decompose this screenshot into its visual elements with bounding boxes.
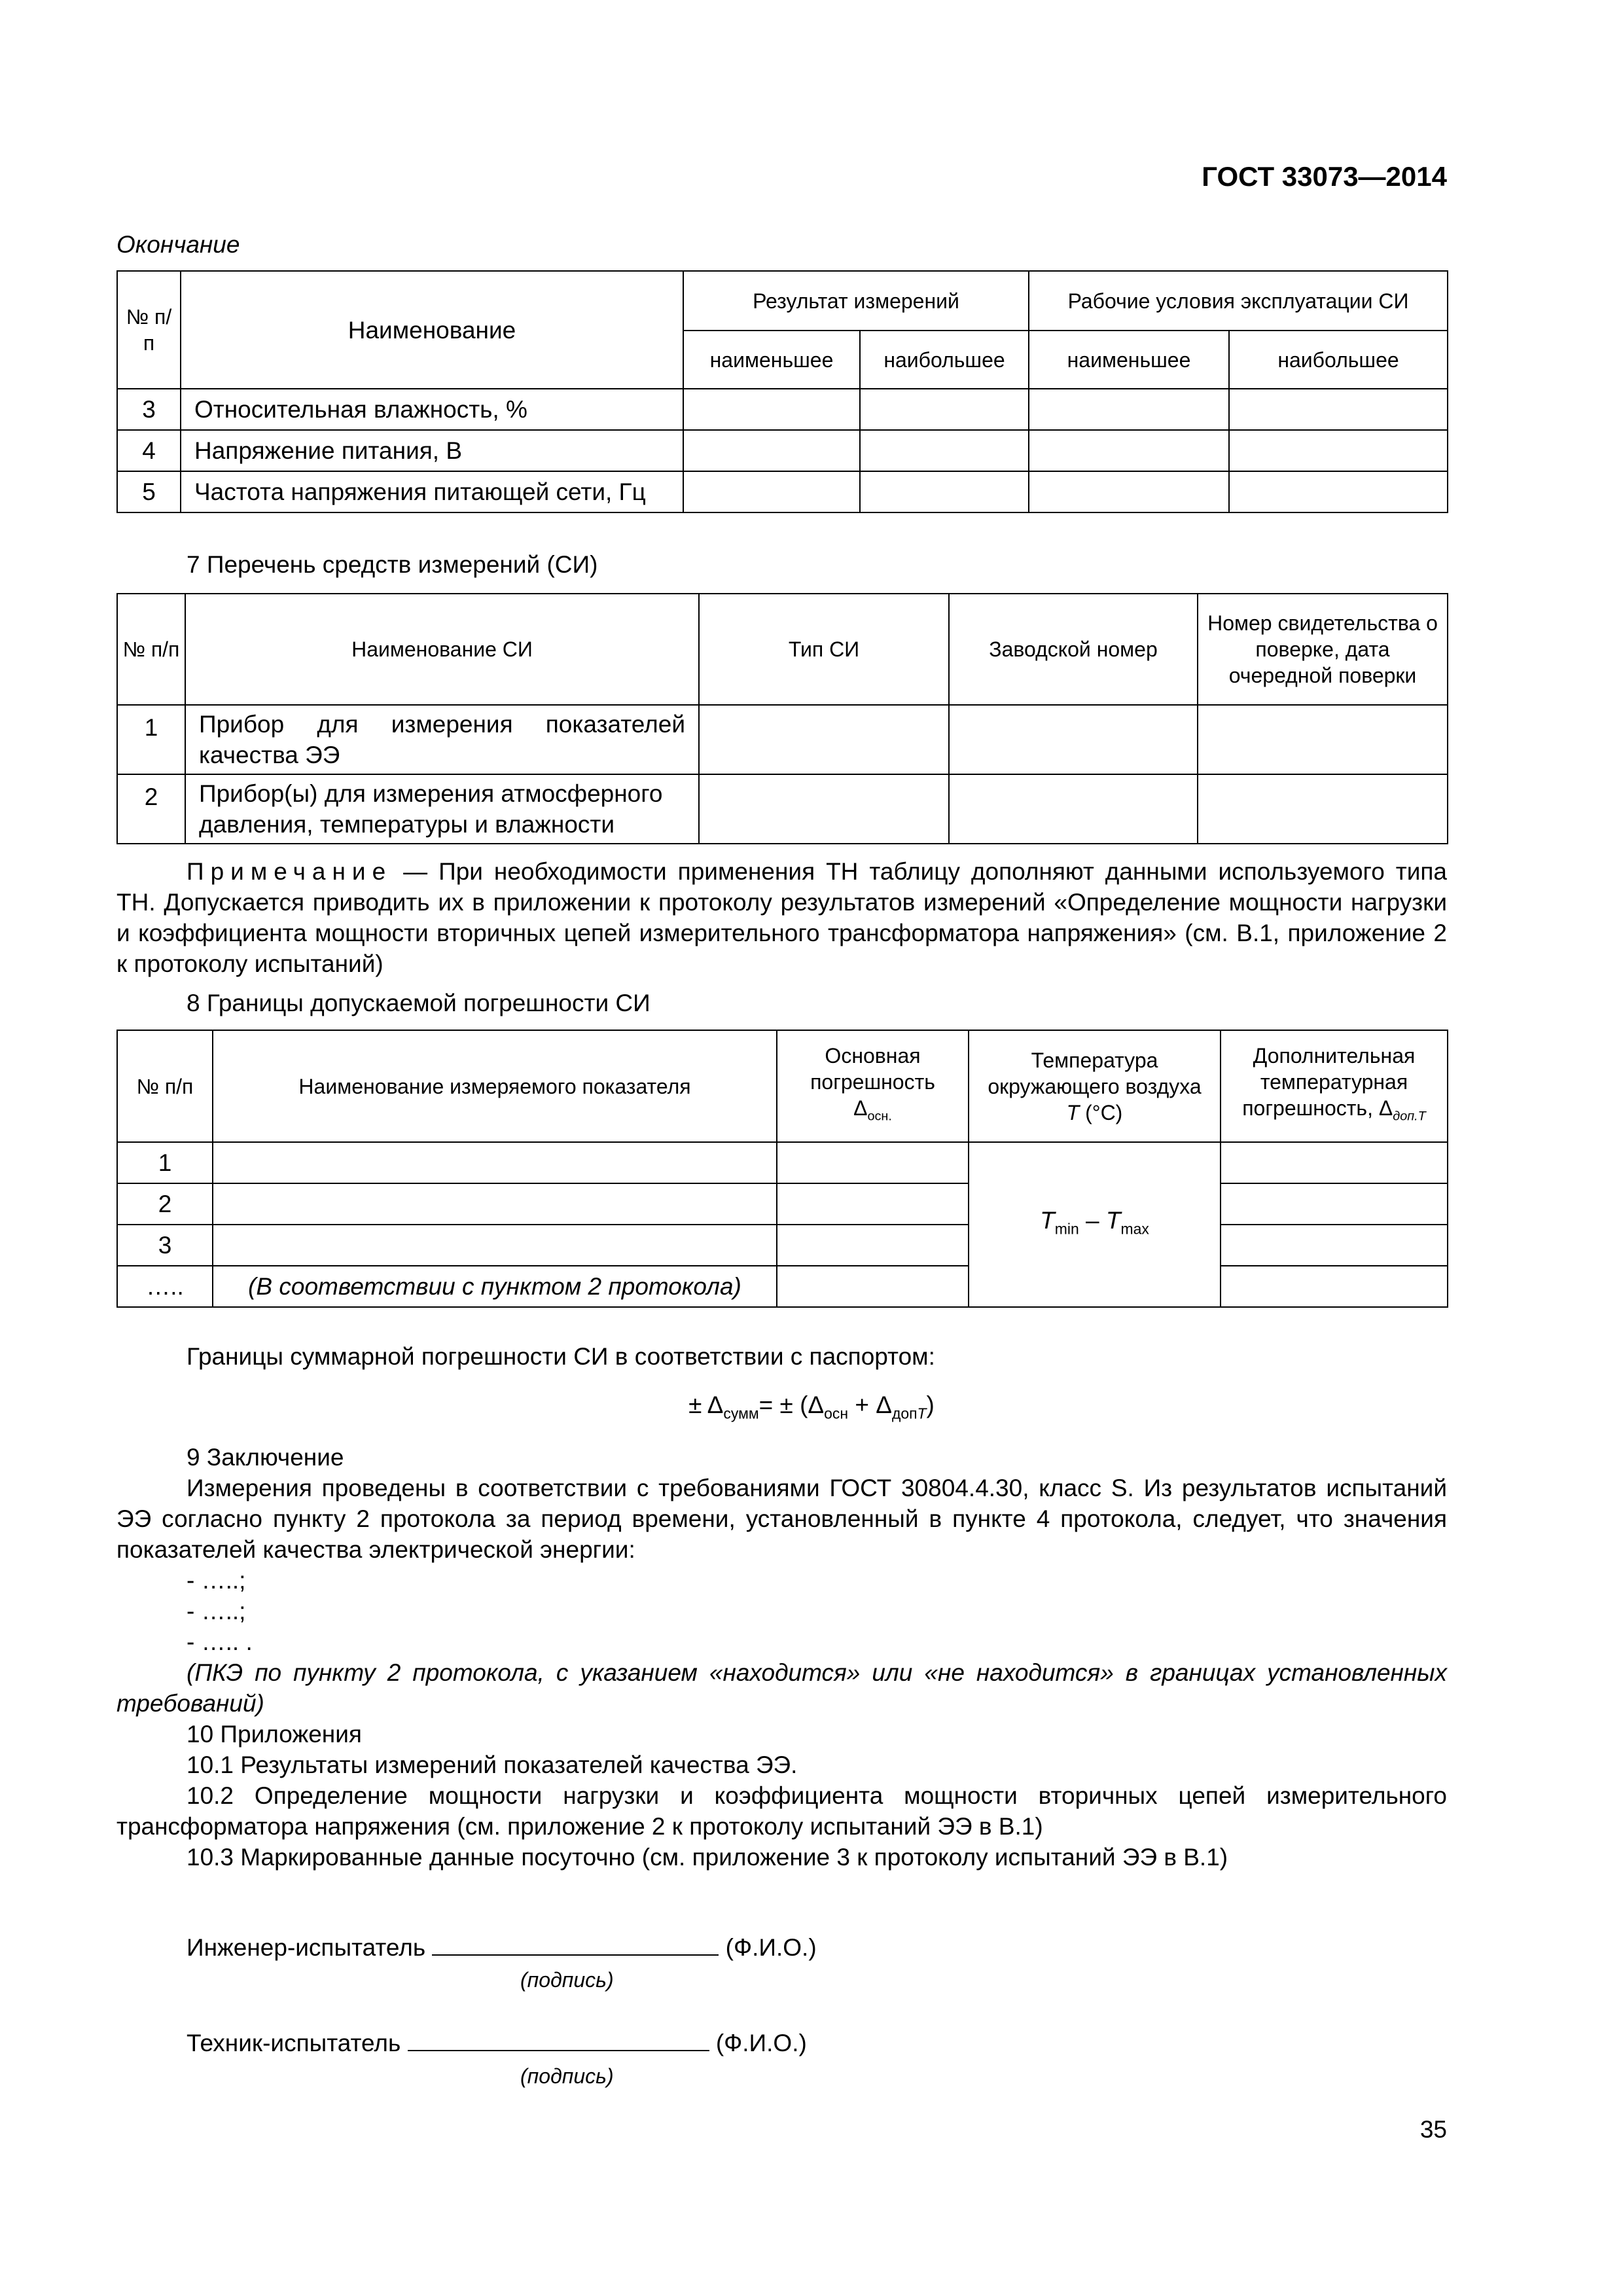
formula-sub: осн <box>824 1405 849 1422</box>
formula-sub: сумм <box>723 1405 759 1422</box>
note-paragraph <box>116 856 1447 979</box>
continuation-label: Окончание <box>116 231 240 258</box>
signature-caption: (подпись) <box>520 2064 614 2088</box>
col-num-header: № п/п <box>117 1030 213 1142</box>
measurement-conditions-table <box>116 270 1448 513</box>
col-base-error-header <box>777 1030 969 1142</box>
signature-caption: (подпись) <box>520 1968 614 1992</box>
sum-error-formula <box>0 1390 1623 1429</box>
note-text: — При необходимости применения ТН таблицу дополняют данными используемого типа ТН. Допускается приводить их в приложении к протоколу результатов измерений «Определение мощности нагрузки и коэффициента мощности вторичных цепей измерительного трансформатора напряжения» (см. В.1, приложение 2 к протоколу испытаний) <box>116 858 1447 977</box>
formula-sub <box>892 1405 927 1422</box>
col-temp-header <box>969 1030 1221 1142</box>
row-name <box>213 1183 777 1225</box>
row-num: 2 <box>117 774 185 844</box>
row-num: 5 <box>117 471 181 512</box>
instruments-table <box>116 593 1448 844</box>
list-item: - …..; <box>187 1567 246 1594</box>
col-num-header: № п/п <box>117 594 185 705</box>
add-error-label: Дополнительная температурная погрешность, <box>1242 1044 1416 1121</box>
row-name: Напряжение питания, В <box>181 430 683 471</box>
row-name: Частота напряжения питающей сети, Гц <box>181 471 683 512</box>
formula-sub-text: доп <box>891 1405 918 1422</box>
row-num: 3 <box>117 1225 213 1266</box>
section-10-title: 10 Приложения <box>187 1721 362 1748</box>
temp-range-dash: – <box>1079 1206 1106 1234</box>
col-add-error-header <box>1221 1030 1448 1142</box>
row-name <box>213 1142 777 1183</box>
list-item: - …..; <box>187 1598 246 1624</box>
page-number: 35 <box>1419 2116 1447 2143</box>
formula-part: + Δ <box>848 1391 892 1418</box>
col-name-header: Наименование <box>181 271 683 389</box>
fio-label: (Ф.И.О.) <box>725 1934 817 1961</box>
row-name: (В соответствии с пунктом 2 протокола) <box>213 1266 777 1307</box>
technician-signature-blank <box>408 2026 709 2051</box>
conditions-min-header: наименьшее <box>1029 331 1229 389</box>
temp-range-max: max <box>1120 1220 1149 1238</box>
table-row <box>117 1225 1448 1266</box>
col-num-header: № п/п <box>117 271 181 389</box>
list-item: - ….. . <box>187 1628 253 1655</box>
add-error-symbol: Δ <box>1378 1096 1393 1121</box>
results-min-header: наименьшее <box>683 331 860 389</box>
formula-part: ) <box>926 1391 935 1418</box>
row-name: Прибор(ы) для измерения атмосферного давления, температуры и влажности <box>185 774 699 844</box>
base-error-symbol: Δ <box>853 1096 868 1121</box>
conclusion-note: (ПКЭ по пункту 2 протокола, с указанием «находится» или «не находится» в границах установленных требований) <box>116 1659 1447 1717</box>
section-9-title: 9 Заключение <box>187 1444 344 1471</box>
table-row <box>117 1183 1448 1225</box>
row-name: Относительная влажность, % <box>181 389 683 430</box>
temp-range-cell <box>969 1142 1221 1307</box>
engineer-signature-blank <box>432 1931 719 1956</box>
row-name: Прибор для измерения показателей качества ЭЭ <box>185 705 699 774</box>
engineer-label: Инженер-испытатель <box>187 1934 426 1961</box>
table-row <box>117 471 1448 512</box>
col-cert-header: Номер свидетельства о поверке, дата очередной поверки <box>1198 594 1448 705</box>
note-label: Примечание <box>187 858 393 885</box>
temp-unit: (°С) <box>1079 1100 1123 1124</box>
technician-label: Техник-испытатель <box>187 2030 401 2056</box>
appendix-item: 10.3 Маркированные данные посуточно (см. приложение 3 к протоколу испытаний ЭЭ в В.1) <box>187 1844 1228 1871</box>
temp-range-t: T <box>1105 1206 1121 1234</box>
sum-error-text: Границы суммарной погрешности СИ в соответствии с паспортом: <box>187 1343 935 1370</box>
base-error-sub: осн. <box>867 1109 892 1124</box>
appendix-item: 10.2 Определение мощности нагрузки и коэффициента мощности вторичных цепей измерительного трансформатора напряжения (см. приложение 2 к протоколу испытаний ЭЭ в В.1) <box>116 1782 1447 1840</box>
error-limits-table <box>116 1030 1448 1308</box>
standard-code: ГОСТ 33073—2014 <box>1202 161 1447 192</box>
row-num: 4 <box>117 430 181 471</box>
col-type-header: Тип СИ <box>699 594 949 705</box>
row-num: 1 <box>117 705 185 774</box>
formula-part: ± Δ <box>688 1391 724 1418</box>
temp-label: Температура окружающего воздуха <box>988 1048 1202 1098</box>
table-row <box>117 389 1448 430</box>
table-row <box>117 774 1448 844</box>
conditions-max-header: наибольшее <box>1229 331 1448 389</box>
formula-part: = ± (Δ <box>758 1391 825 1418</box>
base-error-label: Основная погрешность <box>810 1044 935 1094</box>
formula-sub-italic: T <box>917 1405 927 1422</box>
temp-range-t: T <box>1040 1206 1055 1234</box>
table-row <box>117 1266 1448 1307</box>
row-num: 1 <box>117 1142 213 1183</box>
temp-symbol: T <box>1066 1100 1080 1124</box>
table-row <box>117 705 1448 774</box>
col-name-header: Наименование измеряемого показателя <box>213 1030 777 1142</box>
table-row <box>117 1142 1448 1183</box>
engineer-signature-line <box>187 1931 817 1963</box>
col-serial-header: Заводской номер <box>949 594 1198 705</box>
conditions-group-header: Рабочие условия эксплуатации СИ <box>1029 271 1448 331</box>
conclusion-paragraph: Измерения проведены в соответствии с требованиями ГОСТ 30804.4.30, класс S. Из результатов испытаний ЭЭ согласно пункту 2 протокола за период времени, установленный в пункте 4 протокола, следует, что значения показателей качества электрической энергии: <box>116 1475 1447 1563</box>
add-error-sub: доп.T <box>1393 1109 1426 1124</box>
temp-range-min: min <box>1054 1220 1079 1238</box>
row-name <box>213 1225 777 1266</box>
section-7-title: 7 Перечень средств измерений (СИ) <box>187 551 598 578</box>
technician-signature-line <box>187 2026 807 2058</box>
row-num: ….. <box>117 1266 213 1307</box>
section-8-title: 8 Границы допускаемой погрешности СИ <box>187 990 651 1016</box>
table-row <box>117 430 1448 471</box>
row-num: 2 <box>117 1183 213 1225</box>
appendix-item: 10.1 Результаты измерений показателей качества ЭЭ. <box>187 1751 798 1778</box>
col-name-header: Наименование СИ <box>185 594 699 705</box>
results-group-header: Результат измерений <box>683 271 1029 331</box>
row-num: 3 <box>117 389 181 430</box>
results-max-header: наибольшее <box>860 331 1029 389</box>
fio-label: (Ф.И.О.) <box>715 2030 807 2056</box>
